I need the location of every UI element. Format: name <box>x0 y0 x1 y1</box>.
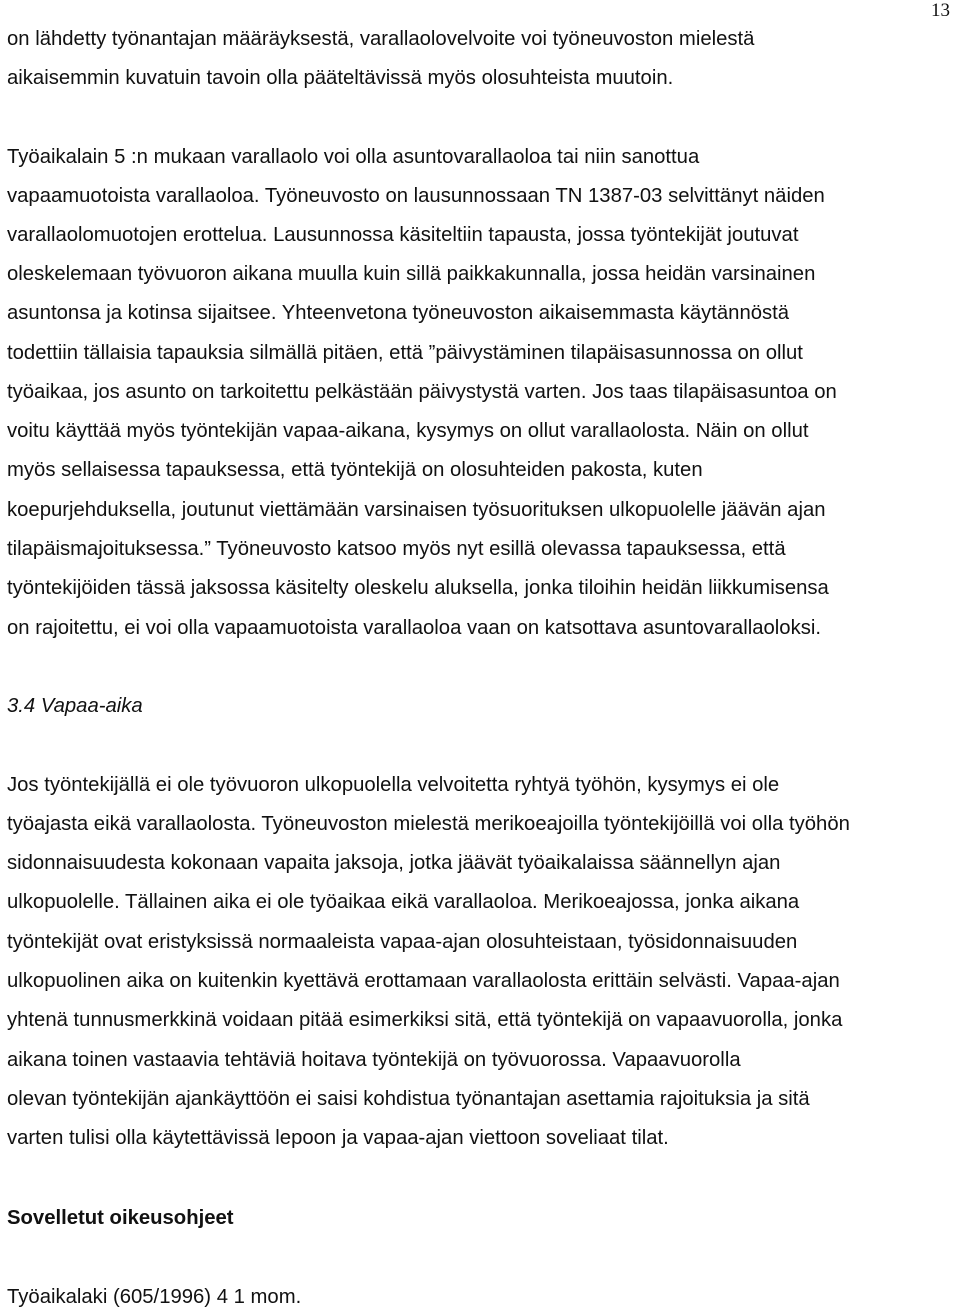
text-line: on lähdetty työnantajan määräyksestä, varallaolovelvoite voi työneuvoston mielestä <box>7 28 755 50</box>
section-heading: 3.4 Vapaa-aika <box>7 695 143 717</box>
text-line: varten tulisi olla käytettävissä lepoon ja vapaa-ajan viettoon soveliaat tilat. <box>7 1127 669 1149</box>
text-line: aikana toinen vastaavia tehtäviä hoitava työntekijä on työvuorossa. Vapaavuorolla <box>7 1049 741 1071</box>
text-line: työntekijät ovat eristyksissä normaaleista vapaa-ajan olosuhteistaan, työsidonnaisuuden <box>7 931 798 953</box>
text-line: voitu käyttää myös työntekijän vapaa-aikana, kysymys on ollut varallaolosta. Näin on ollut <box>7 420 809 442</box>
text-line: ulkopuolelle. Tällainen aika ei ole työaikaa eikä varallaoloa. Merikoeajossa, jonka aikana <box>7 891 800 913</box>
text-line: olevan työntekijän ajankäyttöön ei saisi kohdistua työnantajan asettamia rajoituksia ja sitä <box>7 1088 810 1110</box>
text-line: myös sellaisessa tapauksessa, että työntekijä on olosuhteiden pakosta, kuten <box>7 459 703 481</box>
text-line: työaikaa, jos asunto on tarkoitettu pelkästään päivystystä varten. Jos taas tilapäisasuntoa on <box>7 381 837 403</box>
applied-law-item: Työaikalaki (605/1996) 4 1 mom. <box>7 1286 302 1308</box>
text-line: Jos työntekijällä ei ole työvuoron ulkopuolella velvoitetta ryhtyä työhön, kysymys ei ole <box>7 774 780 796</box>
applied-law-heading: Sovelletut oikeusohjeet <box>7 1207 234 1229</box>
text-line: koepurjehduksella, joutunut viettämään varsinaisen työsuorituksen ulkopuolelle jäävän ajan <box>7 499 826 521</box>
text-line: asuntonsa ja kotinsa sijaitsee. Yhteenvetona työneuvoston aikaisemmasta käytännöstä <box>7 302 790 324</box>
text-line: aikaisemmin kuvatuin tavoin olla pääteltävissä myös olosuhteista muutoin. <box>7 67 674 89</box>
page-number: 13 <box>931 0 950 21</box>
text-line: työajasta eikä varallaolosta. Työneuvoston mielestä merikoeajoilla työntekijöillä voi olla työhön <box>7 813 850 835</box>
text-line: todettiin tällaisia tapauksia silmällä pitäen, että ”päivystäminen tilapäisasunnossa on ollut <box>7 342 803 364</box>
text-line: varallaolomuotojen erottelua. Lausunnossa käsiteltiin tapausta, jossa työntekijät joutuvat <box>7 224 799 246</box>
text-line: oleskelemaan työvuoron aikana muulla kuin sillä paikkakunnalla, jossa heidän varsinainen <box>7 263 816 285</box>
text-line: ulkopuolinen aika on kuitenkin kyettävä erottamaan varallaolosta erittäin selvästi. Vapaa-ajan <box>7 970 840 992</box>
text-line: yhtenä tunnusmerkkinä voidaan pitää esimerkiksi sitä, että työntekijä on vapaavuorolla, jonka <box>7 1009 843 1031</box>
text-line: Työaikalain 5 :n mukaan varallaolo voi olla asuntovarallaoloa tai niin sanottua <box>7 146 700 168</box>
text-line: on rajoitettu, ei voi olla vapaamuotoista varallaoloa vaan on katsottava asuntovarallaoloksi. <box>7 617 821 639</box>
text-line: tilapäismajoituksessa.” Työneuvosto katsoo myös nyt esillä olevassa tapauksessa, että <box>7 538 786 560</box>
text-line: työntekijöiden tässä jaksossa käsitelty oleskelu aluksella, jonka tiloihin heidän liikkumisensa <box>7 577 829 599</box>
text-line: vapaamuotoista varallaoloa. Työneuvosto on lausunnossaan TN 1387-03 selvittänyt näiden <box>7 185 825 207</box>
text-line: sidonnaisuudesta kokonaan vapaita jaksoja, jotka jäävät työaikalaissa säännellyn ajan <box>7 852 781 874</box>
